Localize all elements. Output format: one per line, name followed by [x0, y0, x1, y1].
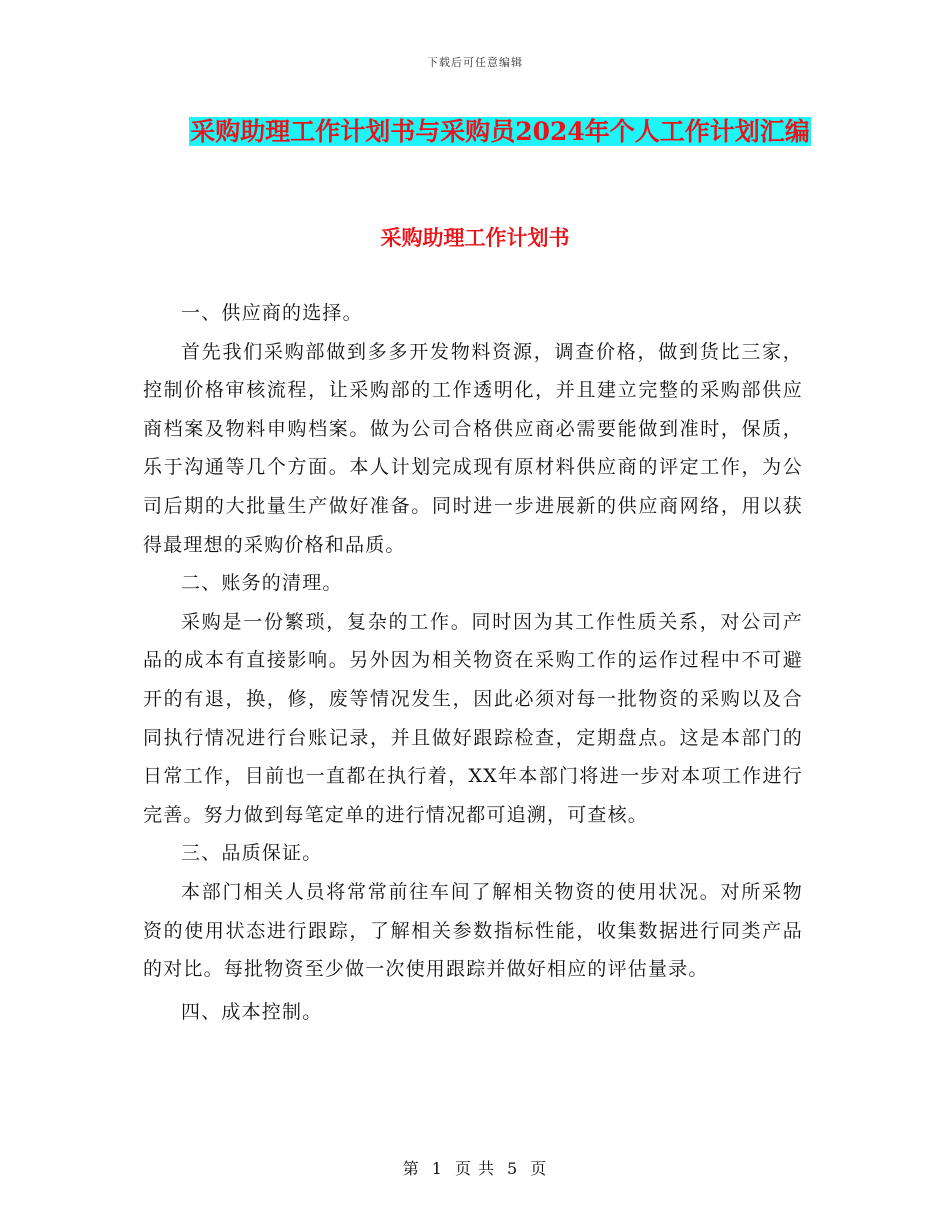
- footer-prefix: 第: [402, 1159, 420, 1178]
- document-title: [150, 112, 850, 152]
- paragraph-accounts: 采购是一份繁琐，复杂的工作。同时因为其工作性质关系，对公司产品的成本有直接影响。另外因为相关物资在采购工作的运作过程中不可避开的有退，换，修，废等情况发生，因此必须对每一批物资的采购以及合同执行情况进行台账记录，并且做好跟踪检查，定期盘点。这是本部门的日常工作，目前也一直都在执行着，XX年本部门将进一步对本项工作进行完善。努力做到每笔定单的进行情况都可追溯，可查核。: [143, 610, 803, 826]
- paragraph-suppliers: 首先我们采购部做到多多开发物料资源，调查价格，做到货比三家，控制价格审核流程，让采购部的工作透明化，并且建立完整的采购部供应商档案及物料申购档案。做为公司合格供应商必需要能做到准时，保质，乐于沟通等几个方面。本人计划完成现有原材料供应商的评定工作，为公司后期的大批量生产做好准备。同时进一步进展新的供应商网络，用以获得最理想的采购价格和品质。: [143, 340, 803, 556]
- section-heading-accounts: 二、账务的清理。: [181, 572, 343, 595]
- section-title: 采购助理工作计划书: [380, 225, 570, 250]
- footer-middle: 页 共: [454, 1159, 496, 1178]
- document-body: [143, 294, 803, 1031]
- paragraph-quality: 本部门相关人员将常常前往车间了解相关物资的使用状况。对所采物资的使用状态进行跟踪，了解相关参数指标性能，收集数据进行同类产品的对比。每批物资至少做一次使用跟踪并做好相应的评估量录。: [143, 880, 803, 981]
- footer-page-number: 1: [431, 1159, 443, 1178]
- section-heading-suppliers: 一、供应商的选择。: [181, 302, 363, 324]
- section-heading-cost: 四、成本控制。: [181, 1000, 323, 1023]
- header-note: 下载后可任意编辑: [427, 56, 523, 69]
- footer-total-pages: 5: [507, 1159, 519, 1178]
- page-footer: [0, 1156, 950, 1179]
- section-heading-quality: 三、品质保证。: [181, 842, 323, 865]
- document-title-text: 采购助理工作计划书与采购员2024年个人工作计划汇编: [190, 117, 810, 146]
- footer-suffix: 页: [530, 1159, 548, 1178]
